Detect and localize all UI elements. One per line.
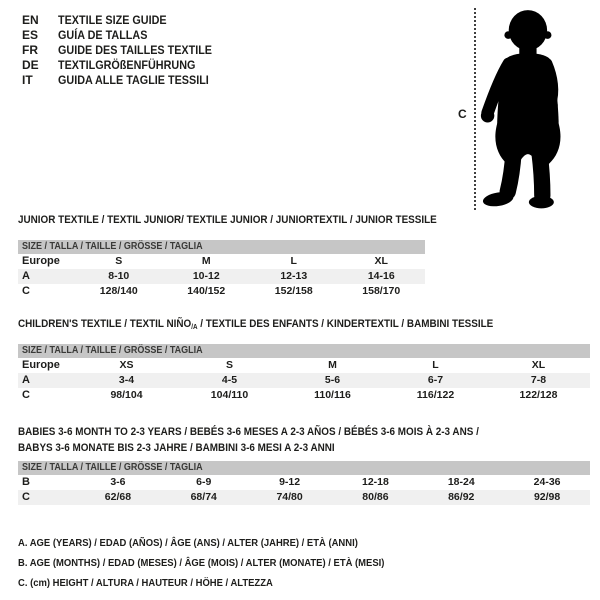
height-measure-dotted-line bbox=[474, 8, 476, 210]
title-part: / TEXTILE DES ENFANTS / KINDERTEXTIL / BAMBINI TESSILE bbox=[197, 318, 494, 330]
months-cell: 24-36 bbox=[533, 476, 561, 488]
language-title: GUÍA DE TALLAS bbox=[58, 28, 148, 42]
size-header-label: SIZE / TALLA / TAILLE / GRÖSSE / TAGLIA bbox=[22, 241, 203, 252]
size-header-band bbox=[18, 344, 590, 358]
language-title-block bbox=[22, 13, 229, 88]
age-cell: 12-13 bbox=[280, 270, 308, 282]
babies-table-title bbox=[18, 424, 600, 456]
height-cell: 74/80 bbox=[276, 491, 303, 503]
note-b: B. AGE (MONTHS) / EDAD (MESES) / ÂGE (MOIS) / ALTER (MONATE) / ETÀ (MESI) bbox=[18, 557, 385, 569]
children-table-title-text bbox=[18, 318, 493, 331]
months-cell: 9-12 bbox=[279, 476, 301, 488]
table-row-europe bbox=[18, 358, 590, 373]
months-cell: 3-6 bbox=[110, 476, 126, 488]
size-cell: L bbox=[290, 255, 297, 267]
height-cell: 122/128 bbox=[519, 389, 558, 401]
table-row-height bbox=[18, 284, 425, 299]
height-cell: 110/116 bbox=[314, 389, 351, 401]
table-row-age bbox=[18, 373, 590, 388]
note-a: A. AGE (YEARS) / EDAD (AÑOS) / ÂGE (ANS) / ALTER (JAHRE) / ETÀ (ANNI) bbox=[18, 537, 358, 549]
title-subscript: /A bbox=[191, 324, 198, 331]
legend-notes bbox=[18, 533, 425, 593]
language-title: GUIDA ALLE TAGLIE TESSILI bbox=[58, 73, 209, 87]
language-row-fr bbox=[22, 43, 229, 58]
height-cell: 104/110 bbox=[210, 389, 249, 401]
language-row-de bbox=[22, 58, 229, 73]
height-cell: 86/92 bbox=[448, 491, 475, 503]
size-table-babies bbox=[18, 461, 590, 505]
age-cell: 10-12 bbox=[192, 270, 220, 282]
size-cell: L bbox=[432, 359, 439, 371]
language-code: IT bbox=[22, 73, 33, 87]
note-c: C. (cm) HEIGHT / ALTURA / HAUTEUR / HÖHE / ALTEZZA bbox=[18, 577, 273, 589]
height-cell: 152/158 bbox=[274, 285, 313, 297]
language-row-it bbox=[22, 73, 229, 88]
height-cell: 80/86 bbox=[362, 491, 389, 503]
language-code: DE bbox=[22, 58, 39, 72]
language-row-es bbox=[22, 28, 229, 43]
table-row-europe bbox=[18, 254, 425, 269]
height-cell: 98/104 bbox=[110, 389, 143, 401]
children-table-title bbox=[18, 318, 546, 331]
language-code: ES bbox=[22, 28, 39, 42]
height-cell: 68/74 bbox=[190, 491, 217, 503]
size-cell: XL bbox=[531, 359, 546, 371]
language-code: FR bbox=[22, 43, 38, 57]
size-cell: XS bbox=[119, 359, 134, 371]
size-table-children bbox=[18, 344, 590, 403]
age-cell: 8-10 bbox=[108, 270, 130, 282]
junior-table-title-text: JUNIOR TEXTILE / TEXTIL JUNIOR/ TEXTILE JUNIOR / JUNIORTEXTIL / JUNIOR TESSILE bbox=[18, 214, 437, 226]
row-label: C bbox=[22, 491, 30, 503]
table-row-age bbox=[18, 269, 425, 284]
junior-table-title bbox=[18, 214, 483, 226]
months-cell: 18-24 bbox=[447, 476, 475, 488]
age-cell: 6-7 bbox=[427, 374, 444, 386]
height-figure bbox=[450, 4, 598, 216]
title-part: CHILDREN'S TEXTILE / TEXTIL NIÑO bbox=[18, 318, 192, 330]
months-cell: 6-9 bbox=[196, 476, 212, 488]
language-row-en bbox=[22, 13, 229, 28]
table-row-months bbox=[18, 475, 590, 490]
age-cell: 14-16 bbox=[367, 270, 395, 282]
size-cell: XL bbox=[374, 255, 388, 267]
babies-table-title-line1: BABIES 3-6 MONTH TO 2-3 YEARS / BEBÉS 3-6 MESES A 2-3 AÑOS / BÉBÉS 3-6 MOIS À 2-3 ANS / bbox=[18, 426, 479, 438]
row-label: A bbox=[22, 374, 30, 386]
size-header-band bbox=[18, 240, 425, 254]
age-cell: 5-6 bbox=[324, 374, 341, 386]
row-label: B bbox=[22, 476, 30, 488]
row-label: Europe bbox=[22, 255, 60, 267]
size-cell: S bbox=[115, 255, 123, 267]
height-cell: 128/140 bbox=[99, 285, 138, 297]
height-cell: 116/122 bbox=[416, 389, 455, 401]
language-title: TEXTILE SIZE GUIDE bbox=[58, 13, 167, 27]
size-cell: M bbox=[328, 359, 337, 371]
size-header-band bbox=[18, 461, 590, 475]
months-cell: 12-18 bbox=[361, 476, 389, 488]
babies-table-title-line2: BABYS 3-6 MONATE BIS 2-3 JAHRE / BAMBINI 3-6 MESI A 2-3 ANNI bbox=[18, 442, 335, 454]
height-cell: 62/68 bbox=[104, 491, 132, 503]
size-header-label: SIZE / TALLA / TAILLE / GRÖSSE / TAGLIA bbox=[22, 462, 203, 473]
table-row-height bbox=[18, 388, 590, 403]
row-label: C bbox=[22, 285, 30, 297]
height-cell: 140/152 bbox=[187, 285, 226, 297]
size-header-label: SIZE / TALLA / TAILLE / GRÖSSE / TAGLIA bbox=[22, 345, 203, 356]
row-label: Europe bbox=[22, 359, 60, 371]
height-cell: 158/170 bbox=[362, 285, 401, 297]
language-title: GUIDE DES TAILLES TEXTILE bbox=[58, 43, 213, 57]
row-label: C bbox=[22, 389, 30, 401]
table-row-height bbox=[18, 490, 590, 505]
row-label: A bbox=[22, 270, 30, 282]
age-cell: 7-8 bbox=[530, 374, 547, 386]
size-cell: S bbox=[225, 359, 233, 371]
size-cell: M bbox=[201, 255, 211, 267]
age-cell: 3-4 bbox=[118, 374, 135, 386]
baby-silhouette-icon bbox=[478, 6, 574, 212]
age-cell: 4-5 bbox=[221, 374, 238, 386]
size-table-junior bbox=[18, 240, 425, 299]
language-code: EN bbox=[22, 13, 39, 27]
height-c-label: C bbox=[458, 107, 467, 121]
height-cell: 92/98 bbox=[533, 491, 561, 503]
language-title: TEXTILGRÖßENFÜHRUNG bbox=[58, 58, 196, 72]
